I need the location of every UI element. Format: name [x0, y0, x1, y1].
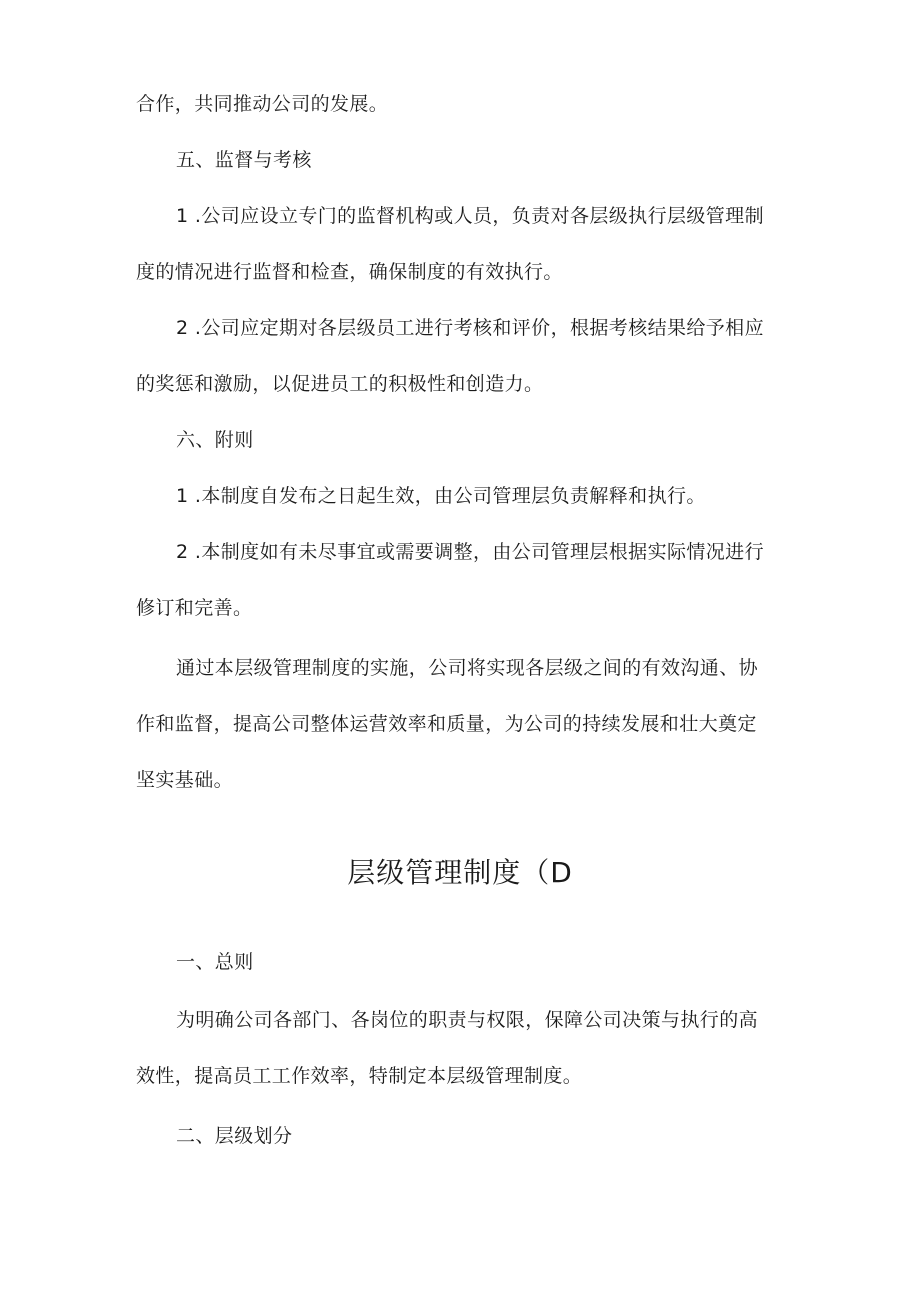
paragraph-line: 坚实基础。 [136, 769, 234, 791]
paragraph-line: 2 .本制度如有未尽事宜或需要调整，由公司管理层根据实际情况进行 [176, 541, 764, 563]
section-heading-supervision: 五、监督与考核 [176, 149, 312, 171]
paragraph-line: 通过本层级管理制度的实施，公司将实现各层级之间的有效沟通、协 [176, 657, 759, 679]
paragraph-line: 为明确公司各部门、各岗位的职责与权限，保障公司决策与执行的高 [176, 1009, 759, 1031]
document-title: 层级管理制度（D [347, 856, 573, 889]
paragraph-line: 效性，提高员工工作效率，特制定本层级管理制度。 [136, 1065, 583, 1087]
paragraph-line: 的奖惩和激励，以促进员工的积极性和创造力。 [136, 373, 544, 395]
paragraph-line: 度的情况进行监督和检查，确保制度的有效执行。 [136, 261, 563, 283]
paragraph-line: 修订和完善。 [136, 597, 253, 619]
paragraph-line: 作和监督，提高公司整体运营效率和质量，为公司的持续发展和壮大奠定 [136, 713, 757, 735]
paragraph-line: 1 .公司应设立专门的监督机构或人员，负责对各层级执行层级管理制 [176, 205, 764, 227]
paragraph-line: 1 .本制度自发布之日起生效，由公司管理层负责解释和执行。 [176, 485, 706, 507]
paragraph-line: 2 .公司应定期对各层级员工进行考核和评价，根据考核结果给予相应 [176, 317, 764, 339]
section-heading-general: 一、总则 [176, 951, 254, 973]
section-heading-appendix: 六、附则 [176, 429, 254, 451]
section-heading-levels: 二、层级划分 [176, 1125, 293, 1147]
paragraph-line: 合作，共同推动公司的发展。 [136, 93, 389, 115]
